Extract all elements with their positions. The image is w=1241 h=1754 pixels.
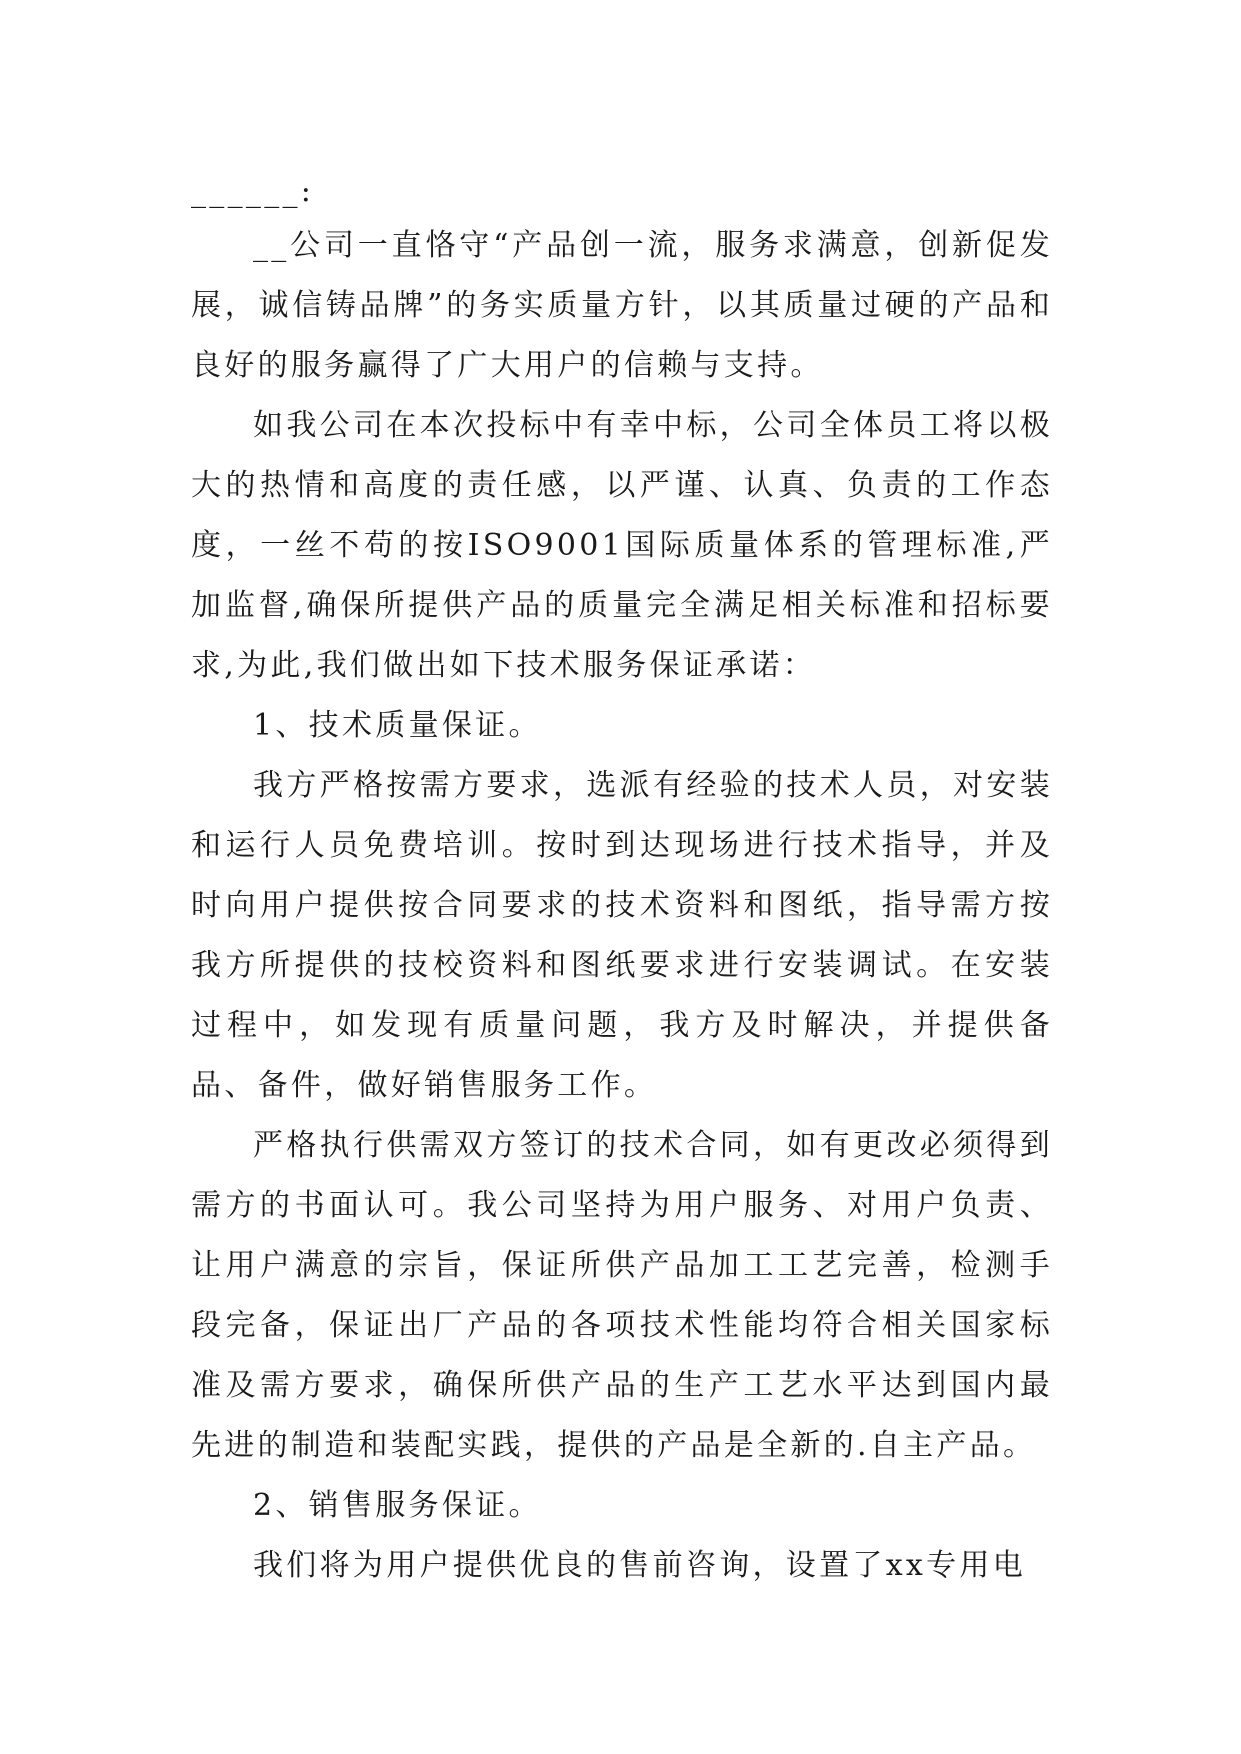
document-body	[191, 168, 1053, 1596]
paragraph-contract-compliance: 严格执行供需双方签订的技术合同，如有更改必须得到需方的书面认可。我公司坚持为用户服务、对用户负责、让用户满意的宗旨，保证所供产品加工工艺完善，检测手段完备，保证出厂产品的各项技术性能均符合相关国家标准及需方要求，确保所供产品的生产工艺水平达到国内最先进的制造和装配实践，提供的产品是全新的.自主产品。	[191, 1128, 1053, 1463]
paragraph-presales-consulting: 我们将为用户提供优良的售前咨询，设置了xx专用电	[253, 1548, 1027, 1583]
section-heading-sales-service: 2、销售服务保证。	[253, 1488, 542, 1523]
salutation-line: ______:	[191, 174, 315, 209]
paragraph-commitment-intro: 如我公司在本次投标中有幸中标，公司全体员工将以极大的热情和高度的责任感，以严谨、认真、负责的工作态度，一丝不苟的按ISO9001国际质量体系的管理标准,严加监督,确保所提供产品的质量完全满足相关标准和招标要求,为此,我们做出如下技术服务保证承诺：	[191, 408, 1053, 683]
paragraph-company-intro: __公司一直恪守“产品创一流，服务求满意，创新促发展，诚信铸品牌”的务实质量方针，以其质量过硬的产品和良好的服务赢得了广大用户的信赖与支持。	[191, 228, 1053, 383]
section-heading-technical-quality: 1、技术质量保证。	[253, 708, 542, 743]
paragraph-technical-support: 我方严格按需方要求，选派有经验的技术人员，对安装和运行人员免费培训。按时到达现场进行技术指导，并及时向用户提供按合同要求的技术资料和图纸，指导需方按我方所提供的技校资料和图纸要求进行安装调试。在安装过程中，如发现有质量问题，我方及时解决，并提供备品、备件，做好销售服务工作。	[191, 768, 1053, 1103]
